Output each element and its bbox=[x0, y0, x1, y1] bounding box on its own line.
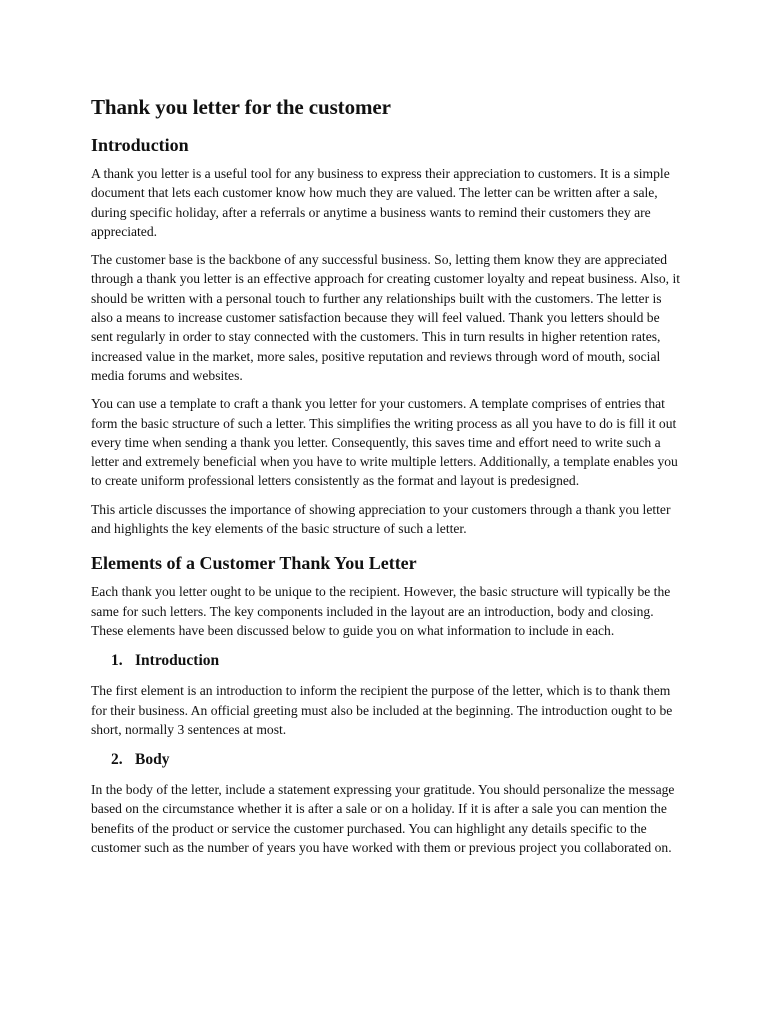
elements-paragraph: Each thank you letter ought to be unique to the recipient. However, the basic structure will typically be the same for such letters. The key components included in the layout are an introduction, body and closing. These elements have been discussed below to guide you on what information to include in each. bbox=[91, 584, 671, 638]
document-page bbox=[91, 92, 681, 866]
list-item-heading bbox=[111, 649, 681, 673]
list-item bbox=[91, 748, 681, 857]
list-item bbox=[91, 649, 681, 739]
section-heading-elements: Elements of a Customer Thank You Letter bbox=[91, 553, 417, 574]
intro-paragraph-4: This article discusses the importance of showing appreciation to your customers through a thank you letter and highlights the key elements of the basic structure of such a letter. bbox=[91, 501, 671, 537]
list-item-title: Body bbox=[135, 751, 170, 769]
section-heading-introduction: Introduction bbox=[91, 135, 189, 155]
intro-paragraph-3: You can use a template to craft a thank you letter for your customers. A template comprises of entries that form the basic structure of such a letter. This simplifies the writing process as all you have to do is fill it out every time when sending a thank you letter. Consequently, this saves time and effort need to write such a letter and extremely beneficial when you have to write multiple letters. Additionally, a template enables you to create uniform professional letters consistently as the format and layout is predesigned. bbox=[91, 396, 678, 489]
elements-list bbox=[91, 649, 681, 857]
list-item-text: The first element is an introduction to inform the recipient the purpose of the letter, which is to thank them for their business. An official greeting must also be included at the beginning. The introduction ought to be short, normally 3 sentences at most. bbox=[91, 683, 673, 737]
list-item-number: 2. bbox=[111, 751, 123, 769]
intro-paragraph-2: The customer base is the backbone of any successful business. So, letting them know they are appreciated through a thank you letter is an effective approach for creating customer loyalty and repeat business. Also, it should be written with a personal touch to further any relationships built with the customers. The letter is also a means to increase customer satisfaction because they will feel valued. Thank you letters should be sent regularly in order to stay connected with the customers. This in turn results in higher retention rates, increased value in the market, more sales, positive reputation and reviews through word of mouth, social media forums and websites. bbox=[91, 252, 681, 383]
document-title: Thank you letter for the customer bbox=[91, 95, 391, 119]
intro-paragraph-1: A thank you letter is a useful tool for any business to express their appreciation to customers. It is a simple document that lets each customer know how much they are valued. The letter can be written after a sale, during specific holiday, after a referrals or anytime a business wants to remind their customers they are appreciated. bbox=[91, 166, 670, 239]
list-item-heading bbox=[111, 748, 681, 772]
list-item-title: Introduction bbox=[135, 652, 220, 670]
list-item-text: In the body of the letter, include a statement expressing your gratitude. You should personalize the message based on the circumstance whether it is after a sale or on a holiday. If it is after a sale you can mention the benefits of the product or service the customer purchased. You can highlight any details specific to the customer such as the number of years you have worked with them or previous project you collaborated on. bbox=[91, 782, 675, 856]
list-item-number: 1. bbox=[111, 652, 123, 670]
